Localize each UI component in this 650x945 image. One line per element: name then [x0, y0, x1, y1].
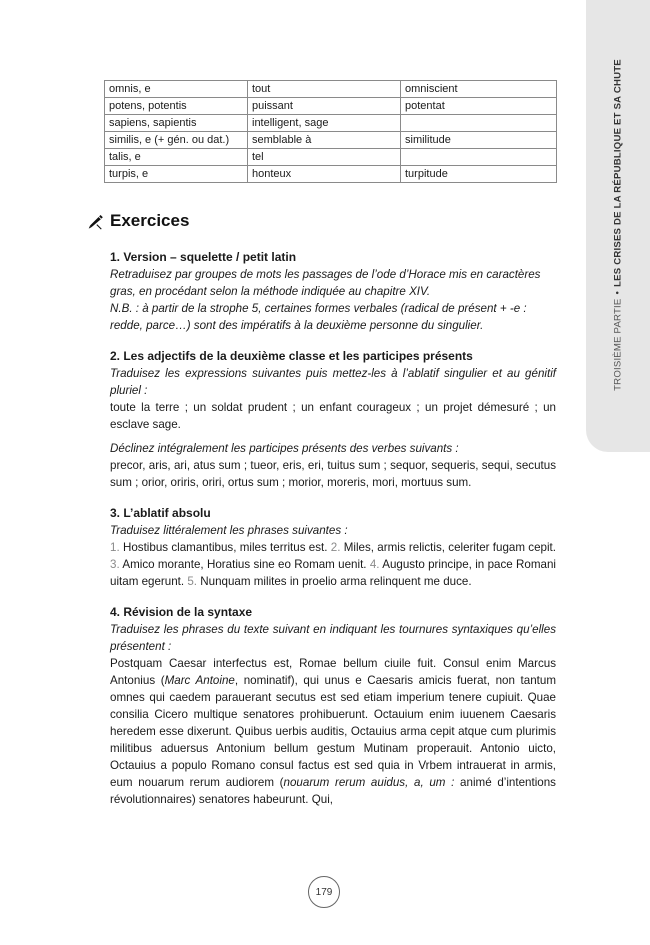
table-cell: intelligent, sage	[248, 115, 401, 132]
bullet-separator: •	[612, 290, 624, 295]
sentence-text: Amico morante, Horatius sine eo Romam uenit.	[122, 558, 367, 571]
exercise-3-instruction: Traduisez littéralement les phrases suivantes :	[110, 524, 348, 537]
sentence-number: 3.	[110, 558, 120, 571]
sentence-number: 5.	[187, 575, 198, 588]
exercise-4-latin-text	[110, 655, 556, 808]
table-row	[105, 149, 557, 166]
sentence-text: Hostibus clamantibus, miles territus est.	[122, 541, 328, 554]
exercise-2-instruction-1: Traduisez les expressions suivantes puis mettez-les à l’ablatif singulier et au génitif pluriel :	[110, 367, 556, 397]
table-cell	[401, 115, 557, 132]
latin-text-part: animé d’intentions révolutionnaires) senatores habeurunt. Qui,	[110, 776, 556, 806]
table-cell: potens, potentis	[105, 98, 248, 115]
exercise-3-heading: 3. L’ablatif absolu	[110, 506, 211, 520]
latin-text-part: , nominatif), qui unus e Caesaris amicis fuerat, non tantum omnes qui caedem parauerant secutus est sed etiam imperium tenere cupiuit. Quae consilia Cicero multique senatores prohibuerunt. Octauium enim iuuenem Caesaris heredem esse dixerunt. Quibus uerbis auditis, Octauius arma cepit atque cum plurimis militibus aduersus Antonium bellum gestum Mutinam properauit. Antonio uicto, Octauius a populo Romano consul factus est sed quia in Vrbem intrauerat in armis, eum nouarum rerum audiorem (	[110, 674, 556, 789]
table-cell: sapiens, sapientis	[105, 115, 248, 132]
part-label: TROISIÈME PARTIE	[612, 298, 624, 391]
table-cell	[401, 149, 557, 166]
exercise-4-instruction: Traduisez les phrases du texte suivant en indiquant les tournures syntaxiques qu’elles présentent :	[110, 623, 556, 653]
exercise-2-instruction-2: Déclinez intégralement les participes présents des verbes suivants :	[110, 442, 459, 455]
exercise-2-text-2: precor, aris, ari, atus sum ; tueor, eris, eri, tuitus sum ; sequor, sequeris, sequi, secutus sum ; orior, oriris, oriri, ortus sum ; morior, moreris, mori, mortuus sum.	[110, 459, 556, 489]
exercise-4-heading: 4. Révision de la syntaxe	[110, 605, 253, 619]
running-header-vertical	[613, 59, 624, 391]
table-row	[105, 98, 557, 115]
exercises-body	[110, 249, 556, 808]
table-cell: semblable à	[248, 132, 401, 149]
table-row	[105, 166, 557, 183]
table-cell: honteux	[248, 166, 401, 183]
exercise-1-instruction: Retraduisez par groupes de mots les passages de l’ode d’Horace mis en caractères gras, en procédant selon la méthode indiquée au chapitre XIV.	[110, 268, 541, 298]
pencil-icon	[86, 212, 104, 230]
sentence-number: 2.	[330, 541, 341, 554]
exercise-2-heading: 2. Les adjectifs de la deuxième classe et les participes présents	[110, 349, 473, 363]
table-cell: tout	[248, 81, 401, 98]
exercise-1-heading: 1. Version – squelette / petit latin	[110, 250, 297, 264]
table-cell: turpitude	[401, 166, 557, 183]
table-cell: similis, e (+ gén. ou dat.)	[105, 132, 248, 149]
table-row	[105, 81, 557, 98]
table-cell: omniscient	[401, 81, 557, 98]
table-cell: puissant	[248, 98, 401, 115]
sentence-number: 1.	[110, 541, 120, 554]
vocabulary-table	[104, 80, 557, 183]
table-cell: talis, e	[105, 149, 248, 166]
exercise-1-note: N.B. : à partir de la strophe 5, certaines formes verbales (radical de présent + -e : redde, parce…) sont des impératifs à la deuxième personne du singulier.	[110, 302, 527, 332]
exercises-title: Exercices	[110, 211, 190, 230]
table-cell: similitude	[401, 132, 557, 149]
sentence-text: Augusto principe, in pace Romani uitam egerunt.	[110, 558, 556, 588]
page-number: 179	[308, 876, 340, 908]
exercise-2-text-1: toute la terre ; un soldat prudent ; un enfant courageux ; un projet démesuré ; un esclave sage.	[110, 401, 556, 431]
latin-text-italic: nouarum rerum auidus, a, um :	[283, 776, 455, 789]
table-cell: turpis, e	[105, 166, 248, 183]
table-cell: potentat	[401, 98, 557, 115]
latin-text-italic: Marc Antoine	[164, 674, 235, 687]
latin-text-part: Postquam Caesar interfectus est, Romae bellum ciuile fuit. Consul enim Marcus Antonius (	[110, 657, 556, 687]
sentence-number: 4.	[369, 558, 380, 571]
table-row	[105, 115, 557, 132]
exercise-3-sentences	[110, 539, 556, 590]
chapter-title: LES CRISES DE LA RÉPUBLIQUE ET SA CHUTE	[612, 59, 624, 287]
sentence-text: Nunquam milites in proelio arma relinquent me duce.	[200, 575, 472, 588]
table-row	[105, 132, 557, 149]
table-cell: omnis, e	[105, 81, 248, 98]
exercises-heading	[86, 209, 189, 233]
table-cell: tel	[248, 149, 401, 166]
sentence-text: Miles, armis relictis, celeriter fugam cepit.	[343, 541, 556, 554]
